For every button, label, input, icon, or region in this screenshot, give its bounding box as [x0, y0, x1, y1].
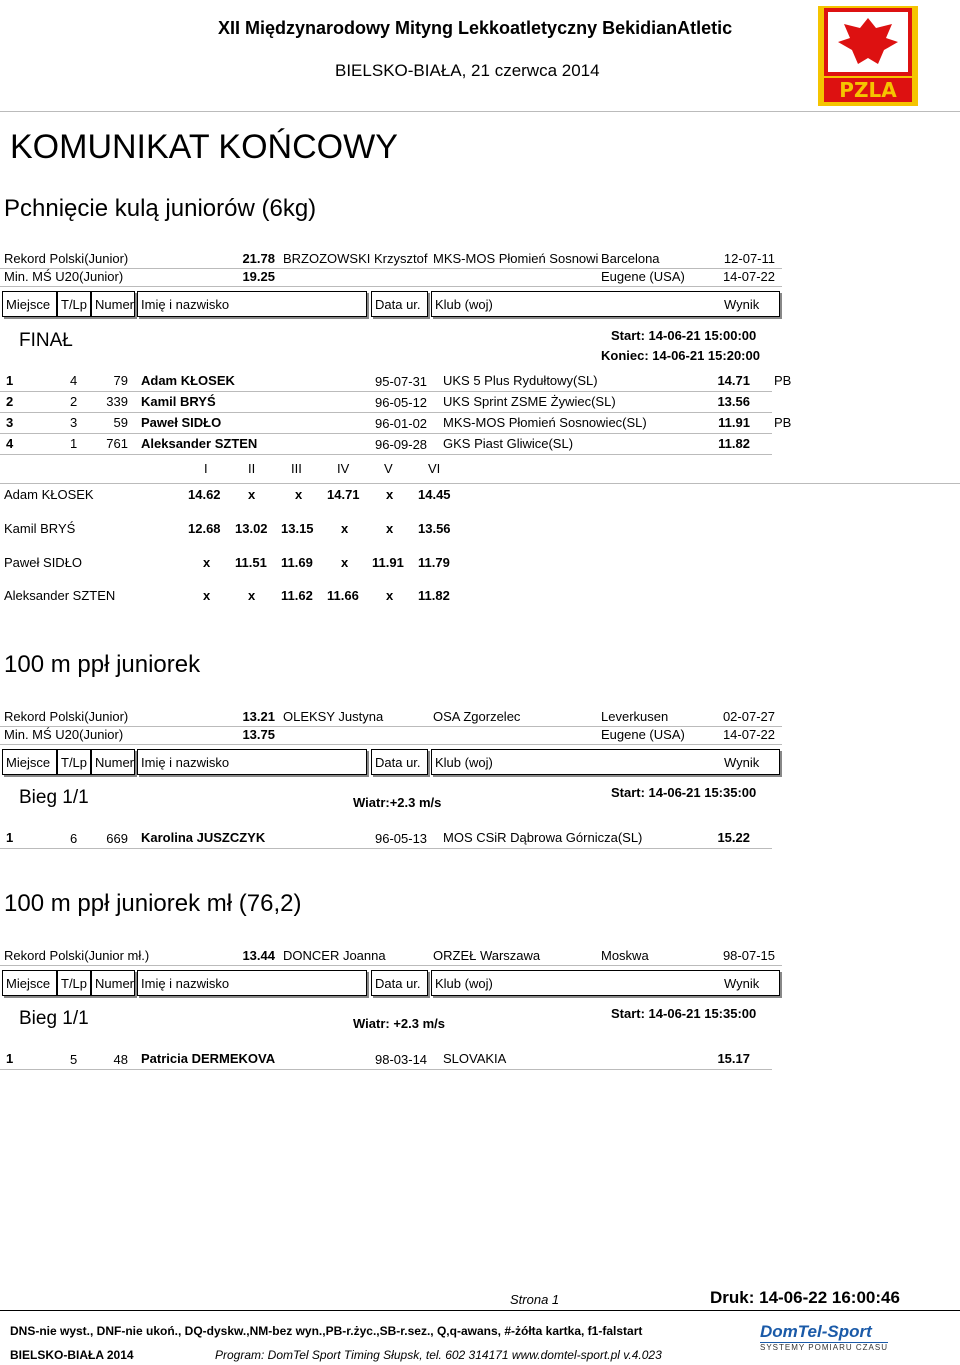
lane: 5 [70, 1052, 78, 1067]
attempt-header: II [248, 461, 256, 476]
attempt-header: IV [337, 461, 350, 476]
col-lane: T/Lp [57, 749, 91, 775]
col-bib: Numer [91, 291, 135, 317]
footer-location: BIELSKO-BIAŁA 2014 [10, 1348, 134, 1362]
note: PB [774, 373, 792, 388]
attempt-value: x [341, 521, 349, 536]
record-place: Moskwa [601, 948, 649, 963]
attempt-value: 11.82 [418, 588, 450, 603]
attempt-value: 14.62 [188, 487, 221, 502]
record-value: 13.75 [242, 727, 275, 742]
dob: 96-05-12 [375, 395, 428, 410]
print-time: Druk: 14-06-22 16:00:46 [710, 1288, 900, 1307]
pzla-logo [818, 6, 918, 106]
attempt-value: 11.51 [235, 555, 267, 570]
bib: 669 [106, 831, 128, 846]
svg-text:PZLA: PZLA [839, 78, 897, 102]
row-divider [0, 965, 782, 966]
attempt-header: VI [428, 461, 441, 476]
record-label: Rekord Polski(Junior) [4, 251, 129, 266]
rank: 2 [6, 394, 14, 409]
attempt-value: 14.45 [418, 487, 451, 502]
attempt-value: x [386, 588, 394, 603]
footer-program: Program: DomTel Sport Timing Słupsk, tel. 602 314171 www.domtel-sport.pl v.4.023 [215, 1348, 662, 1362]
col-bib: Numer [91, 749, 135, 775]
record-date: 14-07-22 [722, 727, 775, 742]
col-result: Wynik [724, 976, 760, 991]
report-title: KOMUNIKAT KOŃCOWY [10, 128, 398, 166]
event-title: Pchnięcie kulą juniorów (6kg) [4, 195, 317, 222]
record-athlete: DONCER Joanna [283, 948, 386, 963]
record-label: Min. MŚ U20(Junior) [4, 727, 124, 742]
rank: 4 [6, 436, 14, 451]
attempt-value: 13.56 [418, 521, 451, 536]
record-value: 13.21 [242, 709, 275, 724]
column-header-row [0, 291, 782, 321]
footer-divider [0, 1310, 960, 1311]
bib: 48 [113, 1052, 128, 1067]
result: 15.17 [717, 1051, 750, 1066]
dob: 96-05-13 [375, 831, 428, 846]
record-club: MKS-MOS Płomień Sosnowi [433, 251, 599, 266]
header-divider [0, 111, 960, 112]
result: 14.71 [717, 373, 750, 388]
record-value: 19.25 [242, 269, 275, 284]
result: 15.22 [717, 830, 750, 845]
col-dob: Data ur. [371, 291, 428, 317]
phase-label: FINAŁ [19, 330, 73, 351]
col-bib: Numer [91, 970, 135, 996]
col-result: Wynik [724, 297, 760, 312]
row-divider [0, 848, 772, 849]
attempt-value: 13.02 [235, 521, 268, 536]
pzla-eagle-icon [818, 6, 918, 106]
record-place: Barcelona [601, 251, 660, 266]
wind: Wiatr: +2.3 m/s [353, 1016, 446, 1031]
domtel-brand: DomTel-Sport [760, 1322, 872, 1341]
athlete-name: Kamil BRYŚ [141, 394, 216, 409]
col-lane: T/Lp [57, 970, 91, 996]
lane: 6 [70, 831, 78, 846]
end-time: Koniec: 14-06-21 15:20:00 [601, 348, 760, 363]
row-divider [0, 454, 772, 455]
lane: 1 [70, 436, 78, 451]
note: PB [774, 415, 792, 430]
record-date: 14-07-22 [722, 269, 775, 284]
athlete-name: Patricia DERMEKOVA [141, 1051, 276, 1066]
result: 11.82 [718, 436, 750, 451]
row-divider [0, 391, 772, 392]
row-divider [0, 286, 782, 287]
bib: 339 [106, 394, 128, 409]
column-header-row [0, 970, 782, 1000]
record-date: 98-07-15 [722, 948, 775, 963]
bib: 761 [106, 436, 128, 451]
start-time: Start: 14-06-21 15:00:00 [611, 328, 757, 343]
record-label: Rekord Polski(Junior) [4, 709, 129, 724]
attempt-value: 11.66 [327, 588, 359, 603]
record-club: ORZEŁ Warszawa [433, 948, 541, 963]
attempt-value: x [386, 487, 394, 502]
attempt-header: V [384, 461, 393, 476]
attempt-value: x [203, 588, 211, 603]
lane: 4 [70, 373, 78, 388]
attempt-value: x [295, 487, 303, 502]
row-divider [0, 412, 772, 413]
record-value: 21.78 [242, 251, 275, 266]
phase-label: Bieg 1/1 [19, 1008, 89, 1029]
row-divider [0, 483, 960, 484]
attempt-value: x [341, 555, 349, 570]
col-lane: T/Lp [57, 291, 91, 317]
attempt-value: 11.69 [281, 555, 313, 570]
athlete-name: Aleksander SZTEN [141, 436, 258, 451]
attempt-value: 11.62 [281, 588, 313, 603]
row-divider [0, 1069, 772, 1070]
record-athlete: OLEKSY Justyna [283, 709, 384, 724]
record-value: 13.44 [242, 948, 275, 963]
row-divider [0, 744, 782, 745]
col-dob: Data ur. [371, 970, 428, 996]
attempt-value: 12.68 [188, 521, 221, 536]
result: 13.56 [717, 394, 750, 409]
dob: 98-03-14 [375, 1052, 428, 1067]
result: 11.91 [718, 415, 750, 430]
rank: 3 [6, 415, 14, 430]
row-divider [0, 433, 772, 434]
record-club: OSA Zgorzelec [433, 709, 521, 724]
phase-label: Bieg 1/1 [19, 787, 89, 808]
col-place: Miejsce [2, 749, 57, 775]
col-name: Imię i nazwisko [137, 749, 367, 775]
attempt-athlete: Aleksander SZTEN [4, 588, 116, 603]
col-result: Wynik [724, 755, 760, 770]
col-dob: Data ur. [371, 749, 428, 775]
page-number: Strona 1 [510, 1292, 560, 1307]
meet-title: XII Międzynarodowy Mityng Lekkoatletyczny BekidianAtletic [218, 18, 733, 38]
dob: 96-01-02 [375, 416, 428, 431]
col-name: Imię i nazwisko [137, 970, 367, 996]
attempt-value: x [248, 588, 256, 603]
event-title: 100 m ppł juniorek [4, 651, 201, 678]
rank: 1 [6, 830, 14, 845]
col-club: Klub (woj) [431, 291, 780, 317]
domtel-logo [760, 1322, 888, 1352]
attempt-value: 14.71 [327, 487, 360, 502]
record-place: Eugene (USA) [601, 727, 685, 742]
attempt-value: x [248, 487, 256, 502]
club: MOS CSiR Dąbrowa Górnicza(SL) [443, 830, 643, 845]
dob: 96-09-28 [375, 437, 428, 452]
record-label: Rekord Polski(Junior mł.) [4, 948, 150, 963]
lane: 2 [70, 394, 78, 409]
col-place: Miejsce [2, 970, 57, 996]
wind: Wiatr:+2.3 m/s [353, 795, 442, 810]
club: MKS-MOS Płomień Sosnowiec(SL) [443, 415, 647, 430]
record-label: Min. MŚ U20(Junior) [4, 269, 124, 284]
col-name: Imię i nazwisko [137, 291, 367, 317]
lane: 3 [70, 415, 78, 430]
rank: 1 [6, 373, 14, 388]
bib: 59 [113, 415, 128, 430]
meet-subtitle: BIELSKO-BIAŁA, 21 czerwca 2014 [335, 61, 600, 80]
col-place: Miejsce [2, 291, 57, 317]
attempt-value: 11.79 [418, 555, 450, 570]
athlete-name: Adam KŁOSEK [141, 373, 235, 388]
rank: 1 [6, 1051, 14, 1066]
attempt-header: I [204, 461, 208, 476]
start-time: Start: 14-06-21 15:35:00 [611, 785, 757, 800]
bib: 79 [113, 373, 128, 388]
column-header-row [0, 749, 782, 779]
dob: 95-07-31 [375, 374, 428, 389]
record-date: 12-07-11 [723, 251, 775, 266]
club: UKS 5 Plus Rydułtowy(SL) [443, 373, 598, 388]
attempt-athlete: Adam KŁOSEK [4, 487, 94, 502]
attempt-athlete: Kamil BRYŚ [4, 521, 76, 536]
attempt-value: 11.91 [372, 555, 404, 570]
domtel-brand-sub: SYSTEMY POMIARU CZASU [760, 1343, 888, 1352]
attempt-value: x [203, 555, 211, 570]
record-place: Eugene (USA) [601, 269, 685, 284]
club: SLOVAKIA [443, 1051, 507, 1066]
legend: DNS-nie wyst., DNF-nie ukoń., DQ-dyskw.,NM-bez wyn.,PB-r.życ.,SB-r.sez., Q,q-awans, #-żółta kartka, f1-falstart [10, 1324, 643, 1338]
club: GKS Piast Gliwice(SL) [443, 436, 574, 451]
col-club: Klub (woj) [431, 970, 780, 996]
attempt-value: x [386, 521, 394, 536]
event-title: 100 m ppł juniorek mł (76,2) [4, 890, 302, 917]
attempt-athlete: Paweł SIDŁO [4, 555, 83, 570]
record-date: 02-07-27 [722, 709, 775, 724]
attempt-value: 13.15 [281, 521, 314, 536]
record-athlete: BRZOZOWSKI Krzysztof [283, 251, 428, 266]
club: UKS Sprint ZSME Żywiec(SL) [443, 394, 616, 409]
athlete-name: Karolina JUSZCZYK [141, 830, 266, 845]
attempt-header: III [291, 461, 302, 476]
col-club: Klub (woj) [431, 749, 780, 775]
athlete-name: Paweł SIDŁO [141, 415, 222, 430]
start-time: Start: 14-06-21 15:35:00 [611, 1006, 757, 1021]
record-place: Leverkusen [601, 709, 669, 724]
